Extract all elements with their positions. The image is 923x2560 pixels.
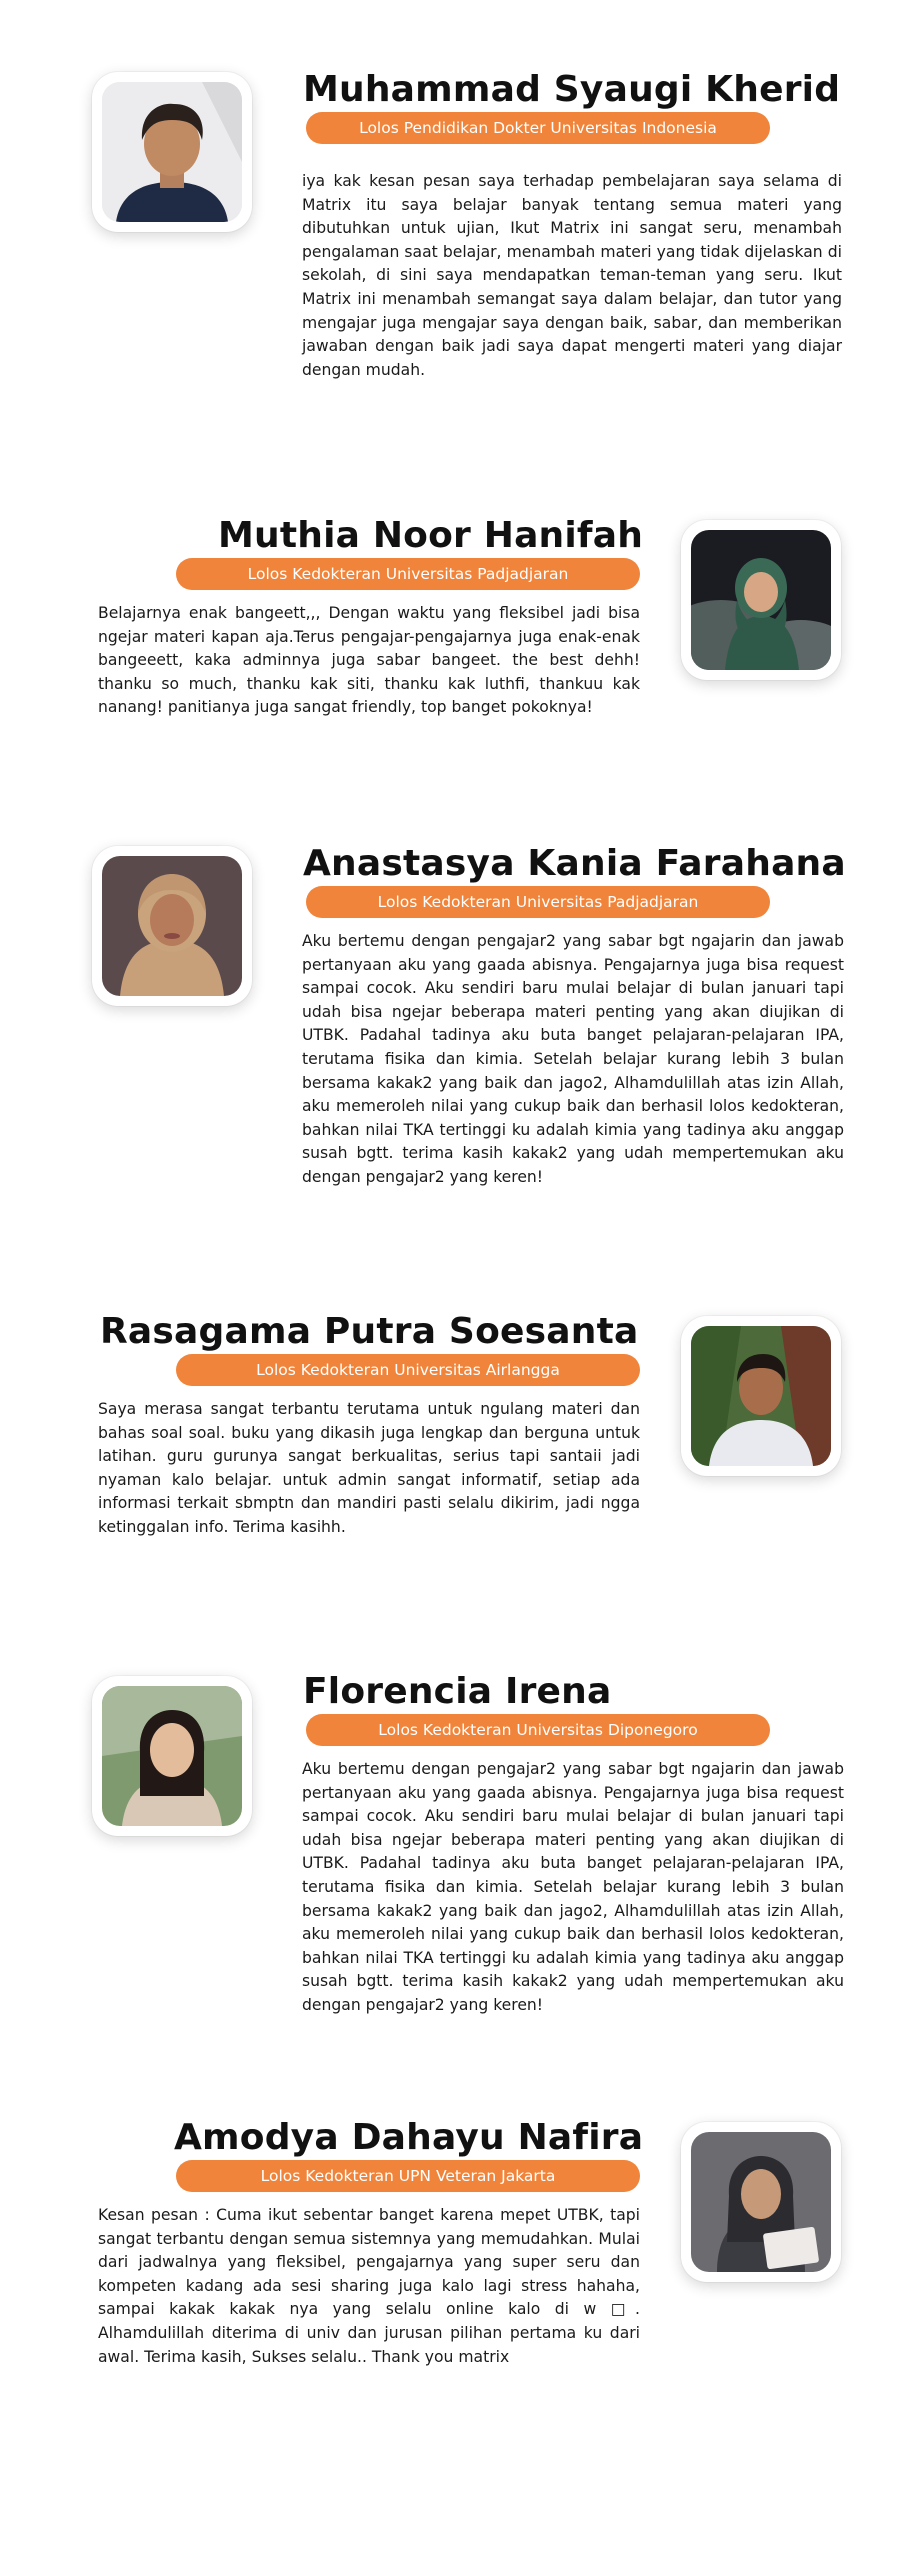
student-photo-frame (681, 2122, 841, 2282)
testimonial-message: Belajarnya enak bangeett,,, Dengan waktu yang fleksibel jadi bisa ngejar materi kapan aja.Terus pengajar-pengajarnya juga enak-enak bangeeett, kaka adminnya juga sabar bangeet. the best dehh! thanku so much, thanku kak siti, thanku kak luthfi, thankuu kak nanang! panitianya juga sangat friendly, top banget pokoknya! (98, 604, 640, 717)
student-photo (691, 2132, 831, 2272)
admission-badge: Lolos Kedokteran Universitas Padjadjaran (306, 886, 770, 918)
student-name: Muhammad Syaugi Kherid (303, 69, 841, 110)
admission-badge: Lolos Kedokteran UPN Veteran Jakarta (176, 2160, 640, 2192)
admission-badge: Lolos Kedokteran Universitas Airlangga (176, 1354, 640, 1386)
student-name: Anastasya Kania Farahana (303, 843, 846, 884)
student-name: Florencia Irena (303, 1671, 612, 1712)
student-name: Rasagama Putra Soesanta (100, 1311, 639, 1352)
admission-badge: Lolos Kedokteran Universitas Padjadjaran (176, 558, 640, 590)
testimonial-message: Aku bertemu dengan pengajar2 yang sabar bgt ngajarin dan jawab pertanyaan aku yang gaada abisnya. Pengajarnya juga bisa request sampai cocok. Aku sendiri baru mulai belajar di bulan januari tapi udah bisa ngejar beberapa materi penting yang akan diujikan di UTBK. Padahal tadinya aku buta banget pelajaran-pelajaran IPA, terutama fisika dan kimia. Setelah belajar kurang lebih 3 bulan bersama kakak2 yang baik dan jago2, Alhamdulillah atas izin Allah, aku memeroleh nilai yang cukup baik dan berhasil lolos kedokteran, bahkan nilai TKA tertinggi ku adalah kimia yang tadinya aku anggap susah bgtt. terima kasih kakak2 yang udah mempertemukan aku dengan pengajar2 yang keren! (302, 1760, 844, 2014)
testimonial-message: iya kak kesan pesan saya terhadap pembelajaran saya selama di Matrix itu saya belajar banyak tentang semua materi yang dibutuhkan untuk ujian, Ikut Matrix ini sangat seru, menambah pengalaman saat belajar, menambah materi yang tidak dijelaskan di sekolah, di sini saya mendapatkan teman-teman yang seru. Ikut Matrix ini menambah semangat saya dalam belajar, dan tutor yang mengajar juga mengajar saya dengan baik, sabar, dan memberikan jawaban dengan baik jadi saya dapat mengerti materi yang diajar dengan mudah. (302, 172, 842, 379)
testimonial-message: Saya merasa sangat terbantu terutama untuk ngulang materi dan bahas soal soal. buku yang dikasih juga lengkap dan berguna untuk latihan. guru gurunya sangat berkualitas, serius tapi santaii jadi nyaman kalo belajar. untuk admin sangat informatif, setiap ada informasi terkait sbmptn dan mandiri pasti selalu dikirim, jadi ngga ketinggalan info. Terima kasihh. (98, 1400, 640, 1536)
student-portrait-icon (691, 2132, 831, 2272)
admission-badge: Lolos Kedokteran Universitas Diponegoro (306, 1714, 770, 1746)
student-name: Amodya Dahayu Nafira (174, 2117, 644, 2158)
admission-badge: Lolos Pendidikan Dokter Universitas Indonesia (306, 112, 770, 144)
testimonial-message: Kesan pesan : Cuma ikut sebentar banget karena mepet UTBK, tapi sangat terbantu dengan semua sistemnya yang memudahkan. Mulai dari jadwalnya yang fleksibel, pengajarnya yang super seru dan kompeten kadang ada sesi sharing juga kalo lagi stress hahaha, sampai kakak kakak nya yang selalu online kalo di w □. Alhamdulillah diterima di univ dan jurusan pilihan pertama ku dari awal. Terima kasih, Sukses selalu.. Thank you matrix (98, 2206, 640, 2366)
testimonial-message: Aku bertemu dengan pengajar2 yang sabar bgt ngajarin dan jawab pertanyaan aku yang gaada abisnya. Pengajarnya juga bisa request sampai cocok. Aku sendiri baru mulai belajar di bulan januari tapi udah bisa ngejar beberapa materi penting yang akan diujikan di UTBK. Padahal tadinya aku buta banget pelajaran-pelajaran IPA, terutama fisika dan kimia. Setelah belajar kurang lebih 3 bulan bersama kakak2 yang baik dan jago2, Alhamdulillah atas izin Allah, aku memeroleh nilai yang cukup baik dan berhasil lolos kedokteran, bahkan nilai TKA tertinggi ku adalah kimia yang tadinya aku anggap susah bgtt. terima kasih kakak2 yang udah mempertemukan aku dengan pengajar2 yang keren! (302, 932, 844, 1186)
student-name: Muthia Noor Hanifah (218, 515, 644, 556)
